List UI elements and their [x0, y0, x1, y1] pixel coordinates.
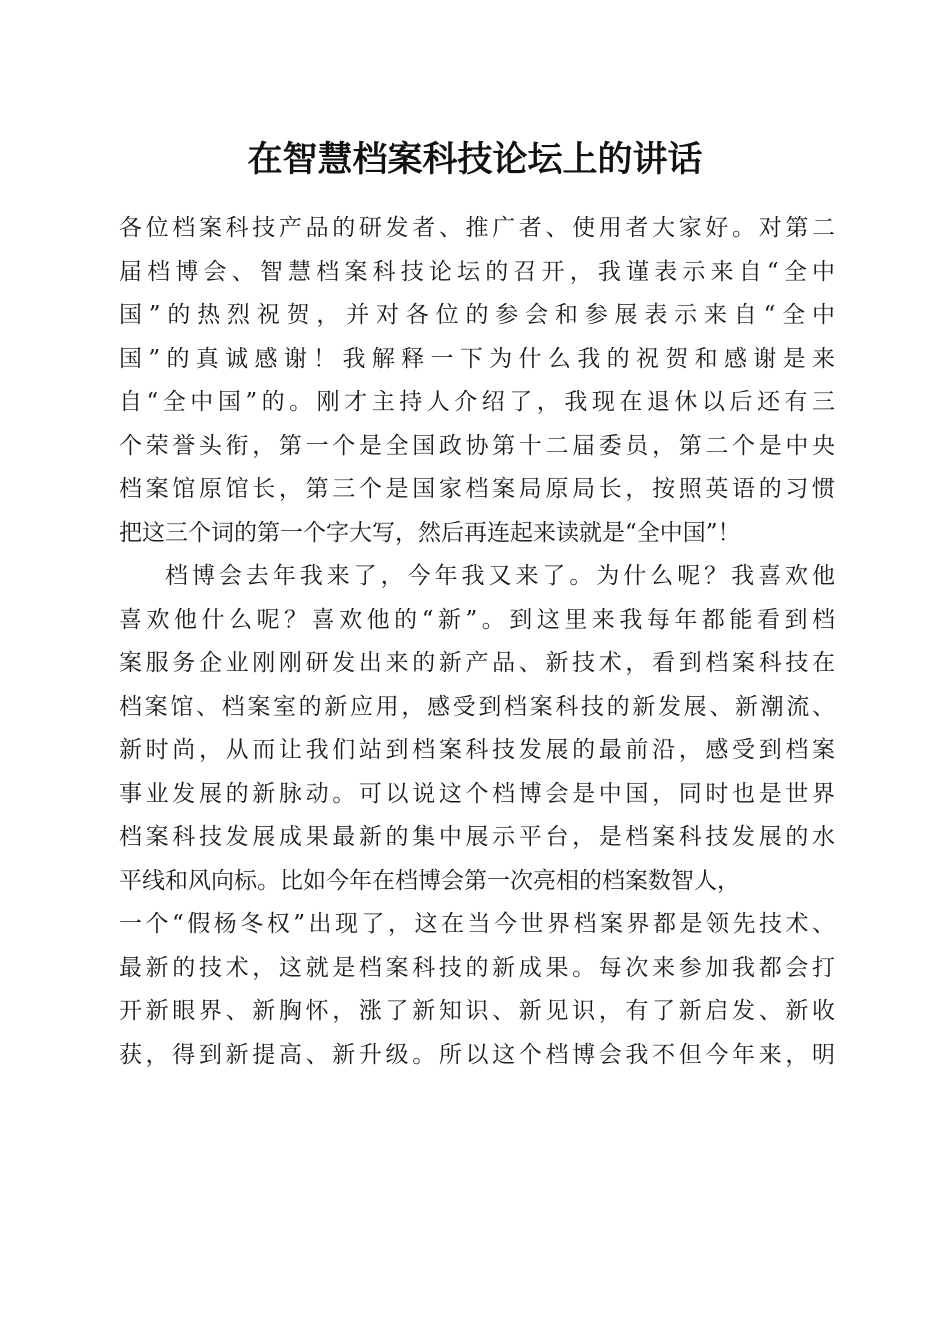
text-line: 个荣誉头衔，第一个是全国政协第十二届委员，第二个是中央 — [119, 432, 835, 459]
text-line: 一个“假杨冬权”出现了，这在当今世界档案界都是领先技术、 — [119, 911, 835, 937]
text-line: 档案科技发展成果最新的集中展示平台，是档案科技发展的水 — [119, 824, 835, 850]
text-line: 国”的热烈祝贺，并对各位的参会和参展表示来自“全中 — [119, 302, 835, 328]
text-line: 获，得到新提高、新升级。所以这个档博会我不但今年来，明 — [119, 1041, 835, 1068]
text-line: 档案馆、档案室的新应用，感受到档案科技的新发展、新潮流、 — [119, 693, 835, 720]
text-line: 把这三个词的第一个字大写，然后再连起来读就是“全中国”！ — [119, 519, 741, 546]
text-line: 案服务企业刚刚研发出来的新产品、新技术，看到档案科技在 — [119, 650, 835, 676]
text-line: 国”的真诚感谢！我解释一下为什么我的祝贺和感谢是来 — [119, 345, 835, 372]
page-title: 在智慧档案科技论坛上的讲话 — [247, 139, 703, 180]
text-line: 新时尚，从而让我们站到档案科技发展的最前沿，感受到档案 — [119, 737, 835, 763]
text-line: 事业发展的新脉动。可以说这个档博会是中国，同时也是世界 — [119, 780, 835, 807]
text-line: 各位档案科技产品的研发者、推广者、使用者大家好。对第二 — [119, 215, 835, 241]
text-line: 平线和风向标。比如今年在档博会第一次亮相的档案数智人， — [119, 867, 740, 894]
text-line: 自“全中国”的。刚才主持人介绍了，我现在退休以后还有三 — [119, 389, 835, 415]
text-line: 档案馆原馆长，第三个是国家档案局原局长，按照英语的习惯 — [119, 476, 835, 502]
text-line: 档博会去年我来了，今年我又来了。为什么呢？我喜欢他 — [165, 563, 835, 589]
speech-body — [119, 207, 835, 1077]
text-line: 届档博会、智慧档案科技论坛的召开，我谨表示来自“全中 — [119, 258, 835, 285]
text-line: 开新眼界、新胸怀，涨了新知识、新见识，有了新启发、新收 — [119, 998, 835, 1024]
text-line: 最新的技术，这就是档案科技的新成果。每次来参加我都会打 — [119, 954, 835, 981]
text-line: 喜欢他什么呢？喜欢他的“新”。到这里来我每年都能看到档 — [119, 606, 835, 633]
